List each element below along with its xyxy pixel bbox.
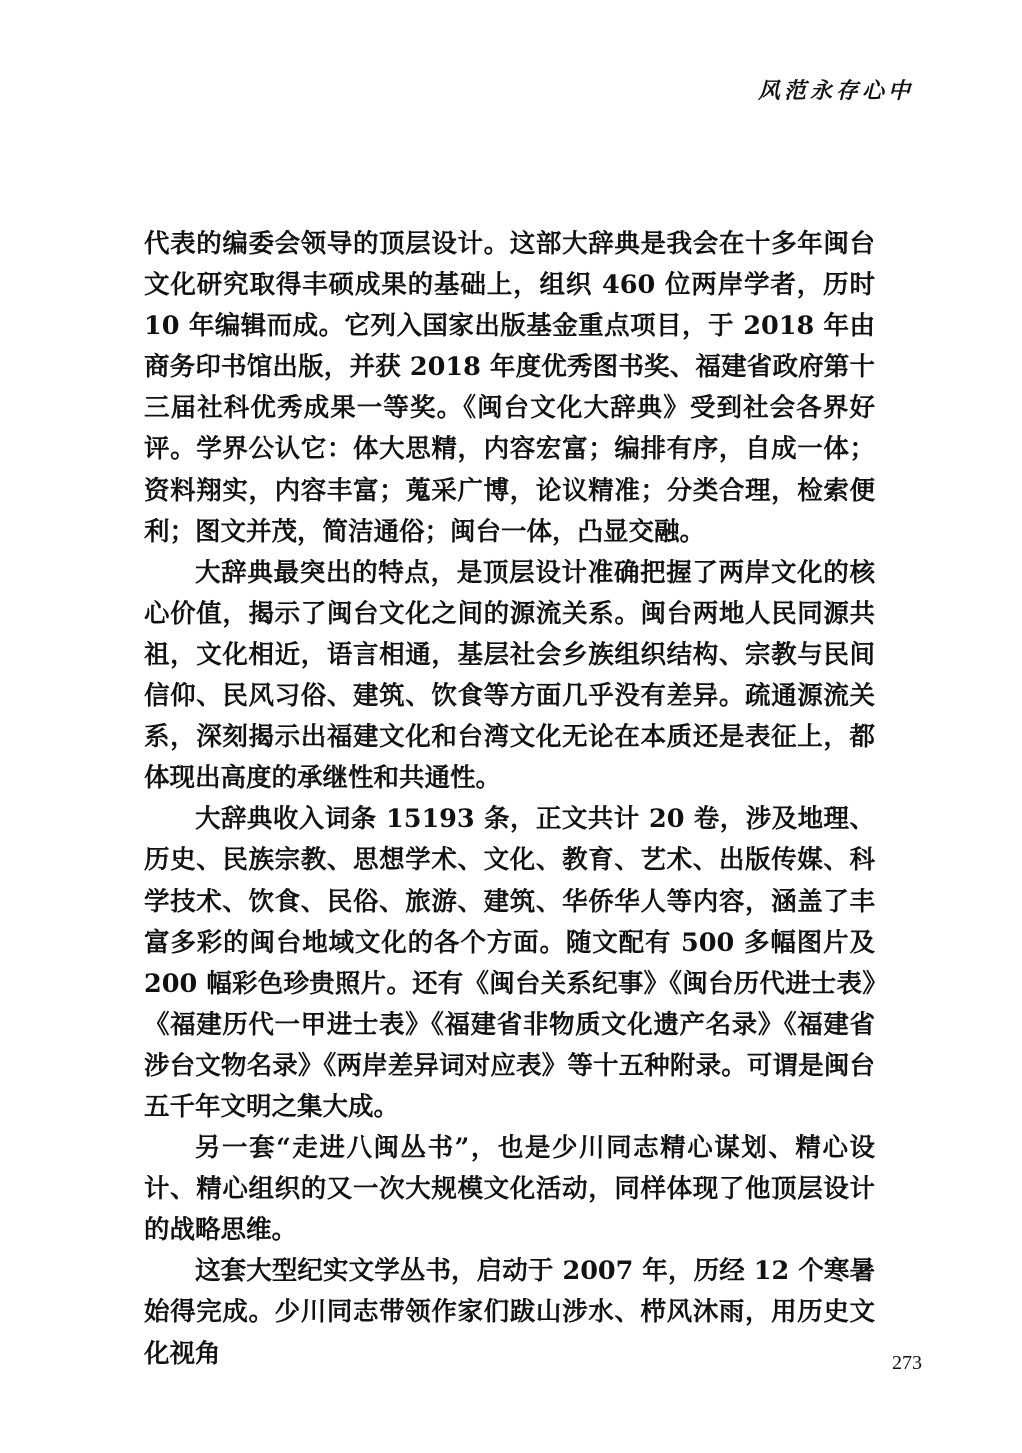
paragraph-4: 另一套“走进八闽丛书”，也是少川同志精心谋划、精心设计、精心组织的又一次大规模文化活动，同样体现了他顶层设计的战略思维。 [144, 1133, 875, 1246]
paragraph-3: 大辞典收入词条 15193 条，正文共计 20 卷，涉及地理、历史、民族宗教、思想学术、文化、教育、艺术、出版传媒、科学技术、饮食、民俗、旅游、建筑、华侨华人等内容，涵盖了丰富多彩的闽台地域文化的各个方面。随文配有 500 多幅图片及 200 幅彩色珍贵照片。还有《闽台关系纪事》《闽台历代进士表》《福建历代一甲进士表》《福建省非物质文化遗产名录》《福建省涉台文物名录》《两岸差异词对应表》等十五种附录。可谓是闽台五千年文明之集大成。 [144, 804, 875, 1122]
body-text [144, 224, 875, 1375]
paragraph-1: 代表的编委会领导的顶层设计。这部大辞典是我会在十多年闽台文化研究取得丰硕成果的基础上，组织 460 位两岸学者，历时 10 年编辑而成。它列入国家出版基金重点项目，于 2018 年由商务印书馆出版，并获 2018 年度优秀图书奖、福建省政府第十三届社科优秀成果一等奖。《闽台文化大辞典》受到社会各界好评。学界公认它：体大思精，内容宏富；编排有序，自成一体；资料翔实，内容丰富；蒐采广博，论议精准；分类合理，检索便利；图文并茂，简洁通俗；闽台一体，凸显交融。 [144, 229, 875, 547]
paragraph-5: 这套大型纪实文学丛书，启动于 2007 年，历经 12 个寒暑始得完成。少川同志带领作家们跋山涉水、栉风沐雨，用历史文化视角 [144, 1256, 875, 1369]
page-number: 273 [892, 1352, 922, 1374]
paragraph-2: 大辞典最突出的特点，是顶层设计准确把握了两岸文化的核心价值，揭示了闽台文化之间的源流关系。闽台两地人民同源共祖，文化相近，语言相通，基层社会乡族组织结构、宗教与民间信仰、民风习俗、建筑、饮食等方面几乎没有差异。疏通源流关系，深刻揭示出福建文化和台湾文化无论在本质还是表征上，都体现出高度的承继性和共通性。 [144, 557, 875, 794]
running-header: 风范永存心中 [757, 78, 914, 104]
